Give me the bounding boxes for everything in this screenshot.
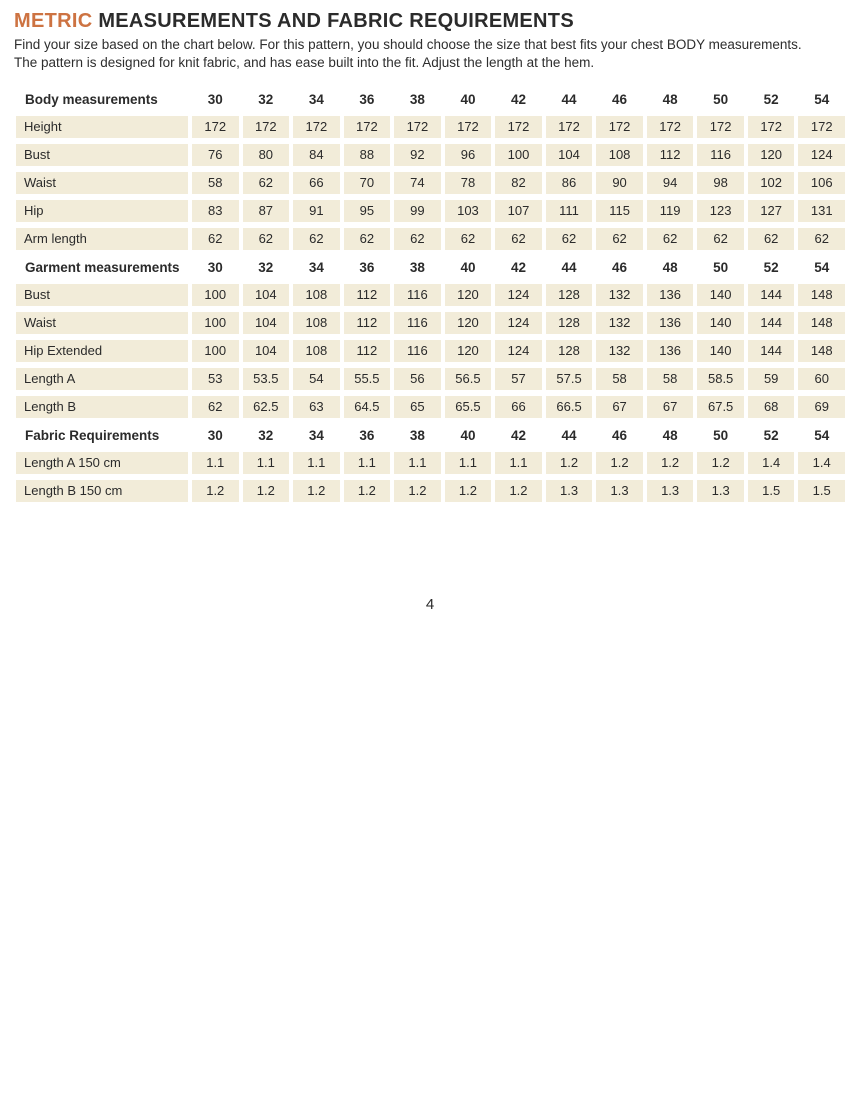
cell: 70: [344, 172, 391, 194]
cell: 68: [748, 396, 795, 418]
cell: 112: [344, 284, 391, 306]
row-label: Hip Extended: [16, 340, 188, 362]
cell: 91: [293, 200, 340, 222]
table-row: [16, 172, 845, 194]
cell: 172: [293, 116, 340, 138]
size-header-cell: 32: [258, 428, 274, 444]
size-header-cell: 48: [662, 428, 678, 444]
cell: 1.2: [546, 452, 593, 474]
cell: 56.5: [445, 368, 492, 390]
section-header-label: Garment measurements: [25, 260, 180, 276]
cell: 1.2: [495, 480, 542, 502]
size-header-cell: 36: [359, 428, 375, 444]
cell: 115: [596, 200, 643, 222]
size-header-cell: 30: [207, 92, 223, 108]
cell: 136: [647, 284, 694, 306]
cell: 104: [243, 340, 290, 362]
cell: 1.1: [344, 452, 391, 474]
cell: 1.1: [192, 452, 239, 474]
cell: 66: [495, 396, 542, 418]
cell: 1.2: [192, 480, 239, 502]
size-header-cell: 54: [814, 92, 830, 108]
size-header-cell: 52: [763, 260, 779, 276]
cell: 63: [293, 396, 340, 418]
size-header-cell: 46: [612, 260, 628, 276]
cell: 66: [293, 172, 340, 194]
cell: 66.5: [546, 396, 593, 418]
size-header-cell: 46: [612, 92, 628, 108]
cell: 172: [596, 116, 643, 138]
size-header-cell: 40: [460, 428, 476, 444]
cell: 82: [495, 172, 542, 194]
cell: 172: [495, 116, 542, 138]
cell: 86: [546, 172, 593, 194]
row-label: Length B: [16, 396, 188, 418]
intro-line-1: Find your size based on the chart below. For this pattern, you should choose the size that best fits your chest BODY measurements.: [14, 37, 802, 52]
size-header-cell: 34: [308, 92, 324, 108]
cell: 172: [344, 116, 391, 138]
cell: 1.4: [798, 452, 845, 474]
cell: 87: [243, 200, 290, 222]
size-table: [16, 88, 845, 502]
table-row: [16, 312, 845, 334]
cell: 1.1: [293, 452, 340, 474]
cell: 103: [445, 200, 492, 222]
cell: 76: [192, 144, 239, 166]
cell: 98: [697, 172, 744, 194]
cell: 1.3: [546, 480, 593, 502]
page-title: [14, 10, 846, 33]
cell: 67.5: [697, 396, 744, 418]
size-header-cell: 32: [258, 92, 274, 108]
cell: 1.1: [394, 452, 441, 474]
size-header-cell: 38: [409, 260, 425, 276]
cell: 108: [293, 312, 340, 334]
cell: 62: [243, 228, 290, 250]
cell: 140: [697, 312, 744, 334]
cell: 1.2: [647, 452, 694, 474]
cell: 58: [192, 172, 239, 194]
section-header-row: [16, 90, 845, 110]
cell: 57.5: [546, 368, 593, 390]
cell: 116: [394, 312, 441, 334]
cell: 65.5: [445, 396, 492, 418]
cell: 62: [596, 228, 643, 250]
cell: 100: [192, 340, 239, 362]
cell: 172: [445, 116, 492, 138]
cell: 132: [596, 340, 643, 362]
cell: 59: [748, 368, 795, 390]
cell: 144: [748, 340, 795, 362]
size-header-cell: 42: [510, 428, 526, 444]
cell: 58: [596, 368, 643, 390]
size-header-cell: 40: [460, 260, 476, 276]
size-header-cell: 54: [814, 428, 830, 444]
cell: 62: [546, 228, 593, 250]
table-row: [16, 228, 845, 250]
intro-line-2: The pattern is designed for knit fabric, and has ease built into the fit. Adjust the length at the hem.: [14, 54, 595, 70]
size-header-cell: 40: [460, 92, 476, 108]
size-header-cell: 30: [207, 260, 223, 276]
cell: 123: [697, 200, 744, 222]
cell: 53.5: [243, 368, 290, 390]
cell: 62: [293, 228, 340, 250]
cell: 132: [596, 284, 643, 306]
cell: 1.2: [596, 452, 643, 474]
section-header-label: Fabric Requirements: [25, 428, 160, 444]
cell: 120: [748, 144, 795, 166]
cell: 140: [697, 340, 744, 362]
cell: 108: [293, 284, 340, 306]
cell: 131: [798, 200, 845, 222]
cell: 136: [647, 340, 694, 362]
section-header-label: Body measurements: [25, 92, 158, 108]
size-header-cell: 32: [258, 260, 274, 276]
cell: 1.2: [243, 480, 290, 502]
cell: 172: [697, 116, 744, 138]
row-label: Length A: [16, 368, 188, 390]
cell: 83: [192, 200, 239, 222]
table-row: [16, 396, 845, 418]
size-header-cell: 44: [561, 428, 577, 444]
table-row: [16, 452, 845, 474]
row-label: Length B 150 cm: [16, 480, 188, 502]
cell: 124: [798, 144, 845, 166]
row-label: Waist: [16, 172, 188, 194]
cell: 74: [394, 172, 441, 194]
cell: 100: [192, 312, 239, 334]
cell: 60: [798, 368, 845, 390]
table-row: [16, 144, 845, 166]
cell: 65: [394, 396, 441, 418]
cell: 1.2: [697, 452, 744, 474]
cell: 144: [748, 284, 795, 306]
row-label: Waist: [16, 312, 188, 334]
cell: 172: [394, 116, 441, 138]
cell: 172: [647, 116, 694, 138]
cell: 1.2: [394, 480, 441, 502]
cell: 104: [243, 312, 290, 334]
cell: 62: [748, 228, 795, 250]
cell: 116: [394, 284, 441, 306]
cell: 57: [495, 368, 542, 390]
cell: 96: [445, 144, 492, 166]
cell: 116: [394, 340, 441, 362]
cell: 119: [647, 200, 694, 222]
cell: 172: [192, 116, 239, 138]
cell: 128: [546, 284, 593, 306]
size-header-cell: 30: [207, 428, 223, 444]
size-header-cell: 52: [763, 428, 779, 444]
size-header-cell: 50: [713, 92, 729, 108]
cell: 62: [394, 228, 441, 250]
size-header-cell: 52: [763, 92, 779, 108]
cell: 62: [344, 228, 391, 250]
cell: 62: [495, 228, 542, 250]
cell: 172: [243, 116, 290, 138]
cell: 148: [798, 312, 845, 334]
size-header-cell: 50: [713, 428, 729, 444]
cell: 100: [192, 284, 239, 306]
table-row: [16, 480, 845, 502]
cell: 67: [647, 396, 694, 418]
size-header-cell: 36: [359, 260, 375, 276]
cell: 1.1: [495, 452, 542, 474]
cell: 148: [798, 284, 845, 306]
cell: 1.3: [647, 480, 694, 502]
cell: 100: [495, 144, 542, 166]
size-header-cell: 42: [510, 260, 526, 276]
size-header-cell: 50: [713, 260, 729, 276]
row-label: Hip: [16, 200, 188, 222]
row-label: Height: [16, 116, 188, 138]
row-label: Bust: [16, 284, 188, 306]
cell: 124: [495, 284, 542, 306]
cell: 132: [596, 312, 643, 334]
cell: 67: [596, 396, 643, 418]
cell: 1.1: [243, 452, 290, 474]
table-row: [16, 116, 845, 138]
cell: 1.1: [445, 452, 492, 474]
cell: 1.2: [293, 480, 340, 502]
cell: 104: [546, 144, 593, 166]
cell: 94: [647, 172, 694, 194]
table-row: [16, 368, 845, 390]
table-row: [16, 340, 845, 362]
cell: 62: [243, 172, 290, 194]
cell: 124: [495, 312, 542, 334]
size-header-cell: 36: [359, 92, 375, 108]
size-header-cell: 46: [612, 428, 628, 444]
cell: 120: [445, 312, 492, 334]
cell: 1.3: [596, 480, 643, 502]
section-header-row: [16, 258, 845, 278]
page-number: 4: [425, 596, 435, 613]
table-row: [16, 284, 845, 306]
cell: 106: [798, 172, 845, 194]
cell: 62: [445, 228, 492, 250]
cell: 1.5: [748, 480, 795, 502]
cell: 92: [394, 144, 441, 166]
cell: 69: [798, 396, 845, 418]
cell: 95: [344, 200, 391, 222]
row-label: Bust: [16, 144, 188, 166]
cell: 148: [798, 340, 845, 362]
cell: 58: [647, 368, 694, 390]
size-header-cell: 48: [662, 92, 678, 108]
page-title-rest: MEASUREMENTS AND FABRIC REQUIREMENTS: [92, 10, 574, 32]
cell: 56: [394, 368, 441, 390]
cell: 127: [748, 200, 795, 222]
cell: 112: [344, 340, 391, 362]
cell: 58.5: [697, 368, 744, 390]
cell: 111: [546, 200, 593, 222]
cell: 172: [798, 116, 845, 138]
cell: 1.2: [445, 480, 492, 502]
cell: 107: [495, 200, 542, 222]
intro-paragraph: [14, 36, 846, 72]
cell: 120: [445, 284, 492, 306]
cell: 62: [798, 228, 845, 250]
cell: 172: [546, 116, 593, 138]
cell: 88: [344, 144, 391, 166]
size-header-cell: 44: [561, 92, 577, 108]
cell: 62: [192, 228, 239, 250]
size-header-cell: 38: [409, 428, 425, 444]
cell: 90: [596, 172, 643, 194]
cell: 120: [445, 340, 492, 362]
cell: 64.5: [344, 396, 391, 418]
size-header-cell: 42: [510, 92, 526, 108]
cell: 78: [445, 172, 492, 194]
cell: 136: [647, 312, 694, 334]
table-row: [16, 200, 845, 222]
cell: 62: [192, 396, 239, 418]
section-header-row: [16, 426, 845, 446]
cell: 80: [243, 144, 290, 166]
cell: 108: [293, 340, 340, 362]
size-header-cell: 38: [409, 92, 425, 108]
cell: 112: [344, 312, 391, 334]
cell: 108: [596, 144, 643, 166]
cell: 144: [748, 312, 795, 334]
cell: 140: [697, 284, 744, 306]
cell: 84: [293, 144, 340, 166]
cell: 112: [647, 144, 694, 166]
size-header-cell: 44: [561, 260, 577, 276]
cell: 1.4: [748, 452, 795, 474]
cell: 102: [748, 172, 795, 194]
cell: 116: [697, 144, 744, 166]
cell: 1.5: [798, 480, 845, 502]
cell: 62.5: [243, 396, 290, 418]
cell: 124: [495, 340, 542, 362]
size-header-cell: 48: [662, 260, 678, 276]
size-header-cell: 34: [308, 260, 324, 276]
page-title-highlight: METRIC: [14, 10, 93, 32]
cell: 55.5: [344, 368, 391, 390]
cell: 128: [546, 312, 593, 334]
size-header-cell: 34: [308, 428, 324, 444]
row-label: Arm length: [16, 228, 188, 250]
cell: 62: [647, 228, 694, 250]
page-header: [0, 0, 860, 72]
cell: 128: [546, 340, 593, 362]
cell: 53: [192, 368, 239, 390]
cell: 172: [748, 116, 795, 138]
cell: 62: [697, 228, 744, 250]
row-label: Length A 150 cm: [16, 452, 188, 474]
cell: 104: [243, 284, 290, 306]
cell: 1.2: [344, 480, 391, 502]
cell: 1.3: [697, 480, 744, 502]
size-header-cell: 54: [814, 260, 830, 276]
cell: 99: [394, 200, 441, 222]
cell: 54: [293, 368, 340, 390]
